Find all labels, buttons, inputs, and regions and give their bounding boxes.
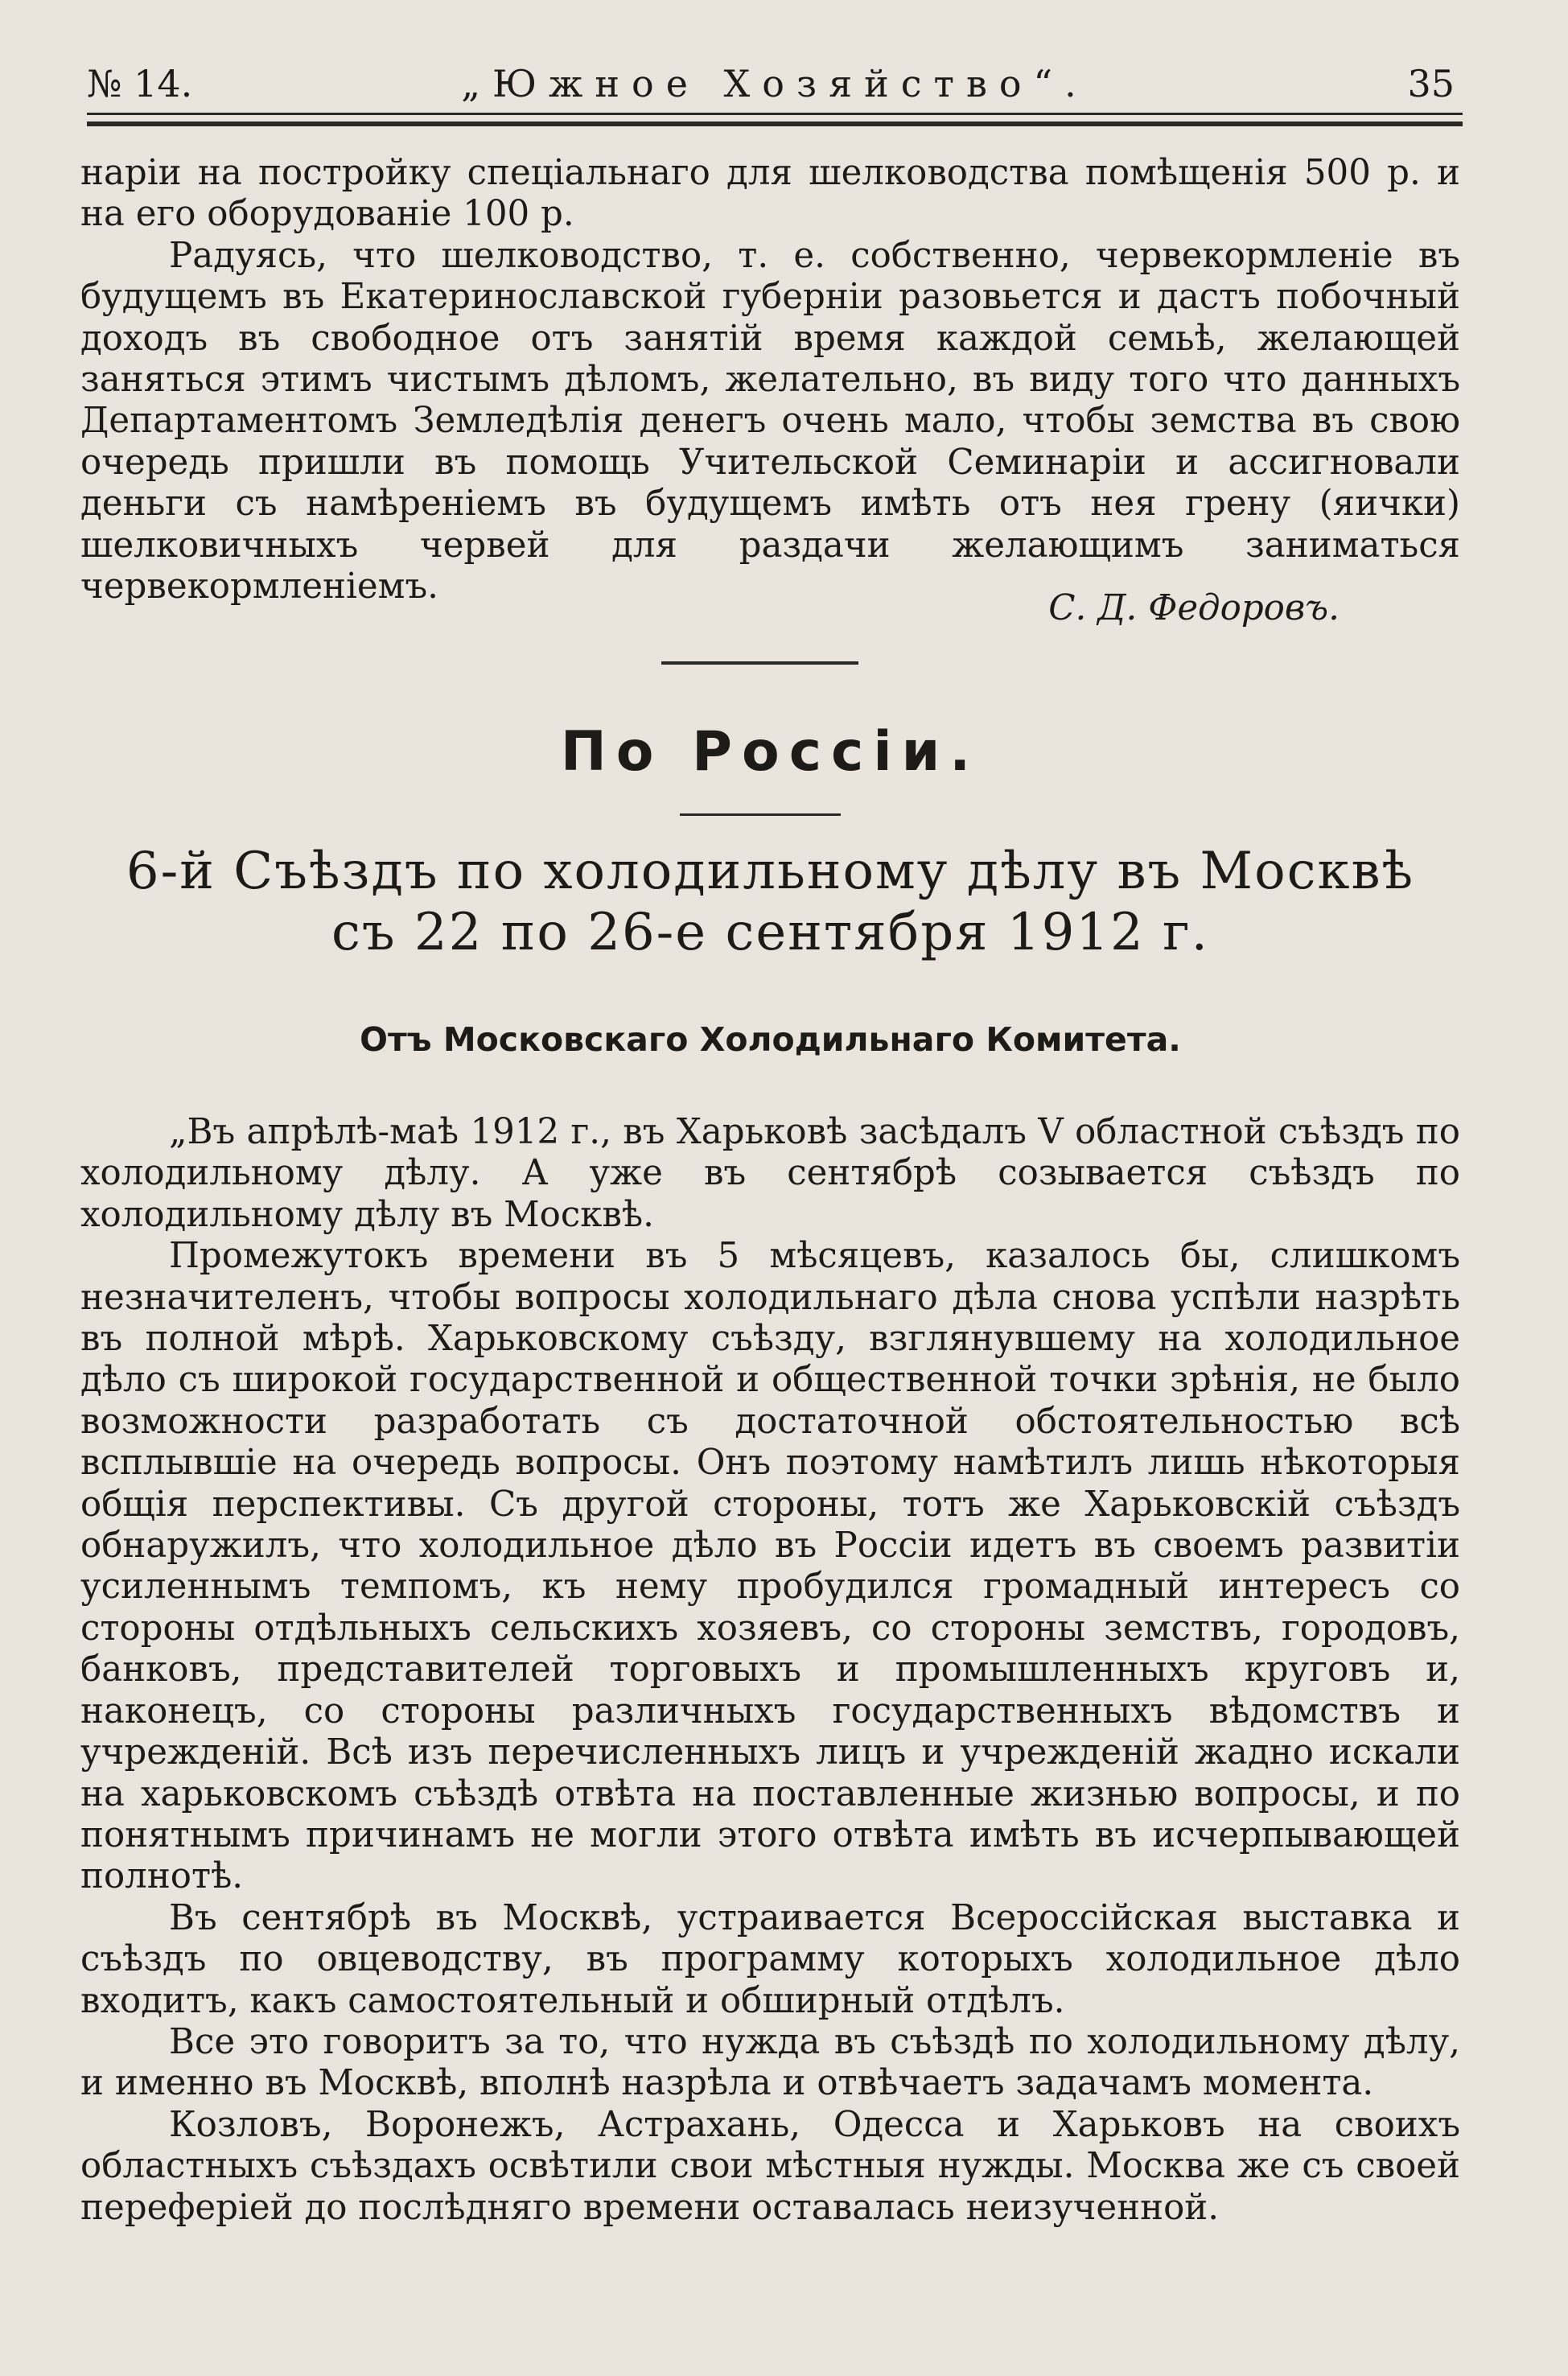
- article2-subtitle: Отъ Московскаго Холодильнаго Комитета.: [360, 1020, 1181, 1059]
- paragraph: Козловъ, Воронежъ, Астрахань, Одесса и Харьковъ на своихъ областныхъ съѣздахъ освѣтили свои мѣстныя нужды. Москва же съ своей переферіей до послѣдняго времени оставалась неизученной.: [80, 2104, 1460, 2228]
- section-divider: [661, 661, 858, 665]
- article2-body: [80, 1112, 1460, 2229]
- running-header: [87, 60, 1463, 113]
- paragraph: „Въ апрѣлѣ-маѣ 1912 г., въ Харьковѣ засѣдалъ V областной съѣздъ по холодильному дѣлу. А уже въ сентябрѣ созывается съѣздъ по холодильному дѣлу въ Москвѣ.: [80, 1112, 1460, 1235]
- paragraph: Въ сентябрѣ въ Москвѣ, устраивается Всероссійская выставка и съѣздъ по овцеводству, въ программу которыхъ холодильное дѣло входитъ, какъ самостоятельный и обширный отдѣлъ.: [80, 1897, 1460, 2021]
- section-title: По Россіи.: [560, 720, 981, 784]
- paragraph: Все это говоритъ за то, что нужда въ съѣздѣ по холодильному дѣлу, и именно въ Москвѣ, вполнѣ назрѣла и отвѣчаетъ задачамъ момента.: [80, 2021, 1460, 2104]
- article2-title-line1: 6-й Съѣздъ по холодильному дѣлу въ Москвѣ: [126, 842, 1415, 901]
- paragraph: Промежутокъ времени въ 5 мѣсяцевъ, казалось бы, слишкомъ незначителенъ, чтобы вопросы холодильнаго дѣла снова успѣли назрѣть въ полной мѣрѣ. Харьковскому съѣзду, взглянувшему на холодильное дѣло съ широкой государственной и общественной точки зрѣнія, не было возможности разработать съ достаточной обстоятельностью всѣ всплывшіе на очередь вопросы. Онъ поэтому намѣтилъ лишь нѣкоторыя общія перспективы. Съ другой стороны, тотъ же Харьковскій съѣздъ обнаружилъ, что холодильное дѣло въ Россіи идетъ въ своемъ развитіи усиленнымъ темпомъ, къ нему пробудился громадный интересъ со стороны отдѣльныхъ сельскихъ хозяевъ, со стороны земствъ, городовъ, банковъ, представителей торговыхъ и промышленныхъ круговъ и, наконецъ, со стороны различныхъ государственныхъ вѣдомствъ и учрежденій. Всѣ изъ перечисленныхъ лицъ и учрежденій жадно искали на харьковскомъ съѣздѣ отвѣта на поставленные жизнью вопросы, и по понятнымъ причинамъ не могли этого отвѣта имѣть въ исчерпывающей полнотѣ.: [80, 1236, 1460, 1897]
- header-rule-thin: [87, 113, 1463, 115]
- author-signature: С. Д. Федоровъ.: [1048, 588, 1340, 628]
- page-number: 35: [1407, 62, 1455, 105]
- issue-number: № 14.: [87, 62, 193, 105]
- article1-body: [80, 153, 1460, 607]
- header-rule-thick: [87, 121, 1463, 126]
- article2-title: [80, 841, 1460, 963]
- paragraph: наріи на постройку спеціальнаго для шелководства помѣщенія 500 р. и на его оборудованіе 100 р.: [80, 153, 1460, 235]
- article2-title-line2: съ 22 по 26-е сентября 1912 г.: [331, 903, 1209, 962]
- paragraph: Радуясь, что шелководство, т. е. собственно, червекормленіе въ будущемъ въ Екатеринославской губерніи разовьется и дастъ побочный доходъ въ свободное отъ занятій время каждой семьѣ, желающей заняться этимъ чистымъ дѣломъ, желательно, въ виду того что данныхъ Департаментомъ Земледѣлія денегъ очень мало, чтобы земства въ свою очередь пришли въ помощь Учительской Семинаріи и ассигновали деньги съ намѣреніемъ въ будущемъ имѣть отъ нея грену (яички) шелковичныхъ червей для раздачи желающимъ заниматься червекормленіемъ.: [80, 235, 1460, 607]
- journal-title: „Южное Хозяйство“.: [461, 62, 1089, 105]
- title-divider: [680, 813, 841, 816]
